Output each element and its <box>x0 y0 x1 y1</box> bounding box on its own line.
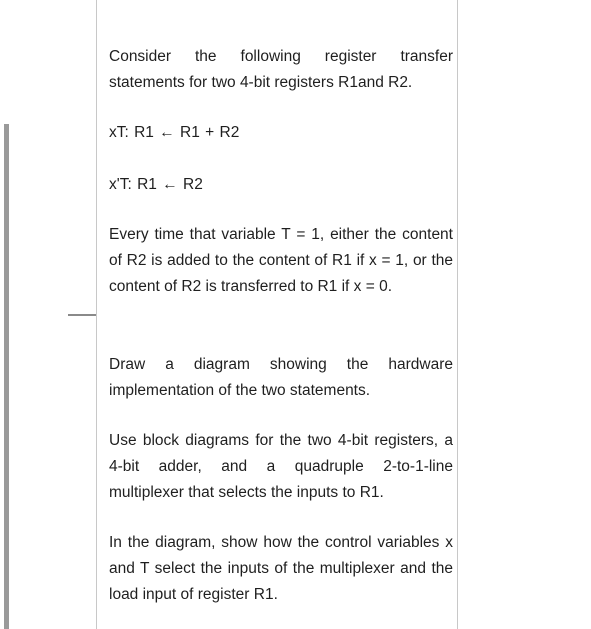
task-draw-diagram: Draw a diagram showing the hardware implementation of the two statements. <box>109 356 453 399</box>
intro-paragraph: Consider the following register transfer statements for two 4-bit registers R1and R2. <box>109 48 453 91</box>
task-block-diagrams: Use block diagrams for the two 4-bit registers, a 4-bit adder, and a quadruple 2-to-1-line multiplexer that selects the inputs to R1. <box>109 432 453 501</box>
left-margin-bar <box>4 124 9 629</box>
explanation-paragraph: Every time that variable T = 1, either the content of R2 is added to the content of R1 if x = 1, or the content of R2 is transferred to R1 if x = 0. <box>109 226 453 295</box>
margin-marker <box>68 314 96 316</box>
statement-x-prime-T: x'T: R1 ← R2 <box>109 176 203 193</box>
document-page <box>96 0 458 629</box>
task-control-variables: In the diagram, show how the control variables x and T select the inputs of the multiplexer and the load input of register R1. <box>109 534 453 603</box>
statement-xT: xT: R1 ← R1 + R2 <box>109 124 240 141</box>
